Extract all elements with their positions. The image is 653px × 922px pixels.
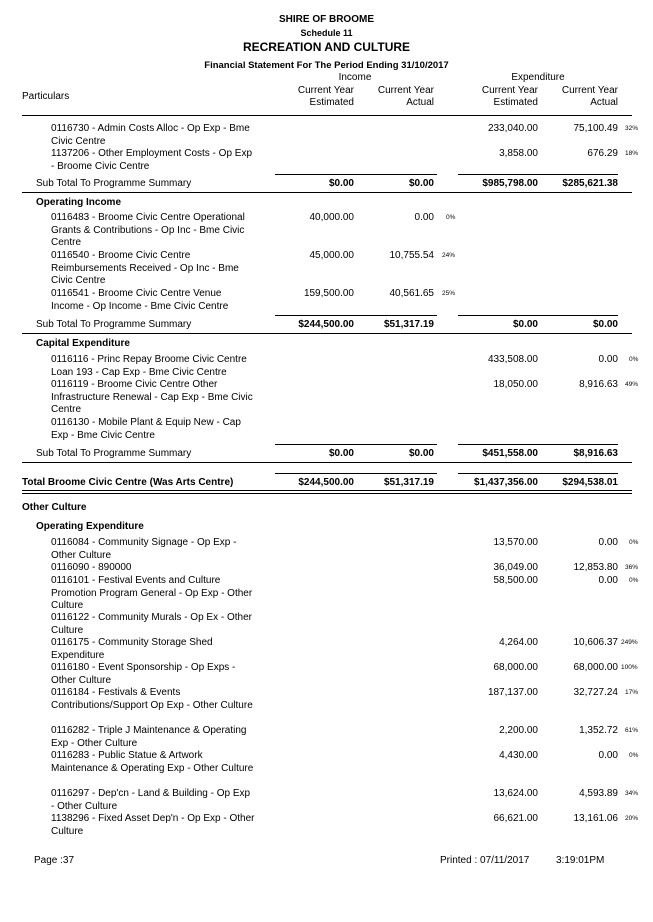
inc-est: 159,500.00 (303, 288, 354, 299)
exp-est: 18,050.00 (493, 379, 538, 390)
row-desc: 0116090 - 890000 (51, 562, 132, 573)
exp-act: $8,916.63 (573, 448, 618, 459)
subtotal-rule (275, 174, 437, 175)
row-desc: 0116101 - Festival Events and Culture Promotion Program General - Op Exp - Other Culture (51, 575, 253, 611)
exp-act-heading-2: Actual (590, 97, 618, 108)
exp-est: 433,508.00 (487, 354, 538, 365)
exp-act: 8,916.63 (579, 379, 618, 390)
exp-est: 68,000.00 (493, 662, 538, 673)
inc-est-heading-1: Current Year (297, 85, 354, 96)
section-heading: Capital Expenditure (36, 338, 130, 349)
row-desc: 0116119 - Broome Civic Centre Other Infrastructure Renewal - Cap Exp - Bme Civic Centre (51, 379, 253, 415)
section-title: Other Culture (22, 502, 87, 513)
exp-est: $1,437,356.00 (474, 477, 538, 488)
row-desc: 0116180 - Event Sponsorship - Op Exps - Other Culture (51, 662, 236, 686)
row-desc: 0116283 - Public Statue & Artwork Maintenance & Operating Exp - Other Culture (51, 750, 254, 774)
section-rule (22, 333, 632, 334)
exp-est: 13,570.00 (493, 537, 538, 548)
exp-est: 187,137.00 (487, 687, 538, 698)
exp-act: 0.00 (598, 575, 618, 586)
exp-est: 233,040.00 (487, 123, 538, 134)
exp-act: $294,538.01 (562, 477, 618, 488)
inc-pct: 25% (442, 290, 456, 297)
inc-est: $244,500.00 (298, 319, 354, 330)
row-desc: 0116175 - Community Storage Shed Expenditure (51, 637, 213, 661)
exp-est: $451,558.00 (482, 448, 538, 459)
inc-est: $0.00 (328, 448, 354, 459)
inc-est: $0.00 (328, 178, 354, 189)
total-double-rule (22, 490, 632, 494)
exp-est-heading-1: Current Year (481, 85, 538, 96)
exp-pct: 0% (629, 539, 639, 546)
section-rule (22, 462, 632, 463)
exp-act: 1,352.72 (579, 725, 618, 736)
inc-est-heading-2: Estimated (309, 97, 354, 108)
row-desc: 1137206 - Other Employment Costs - Op Exp - Broome Civic Centre (51, 148, 253, 172)
exp-pct: 61% (625, 727, 639, 734)
section-rule (22, 192, 632, 193)
page-title: RECREATION AND CULTURE (242, 40, 411, 54)
row-desc: 0116282 - Triple J Maintenance & Operating Exp - Other Culture (51, 725, 247, 749)
subtotal-rule (275, 315, 437, 316)
exp-est-heading-2: Estimated (493, 97, 538, 108)
row-desc: 0116116 - Princ Repay Broome Civic Centre Loan 193 - Cap Exp - Bme Civic Centre (51, 354, 247, 378)
row-desc: 0116184 - Festivals & Events Contributions/Support Op Exp - Other Culture (51, 687, 253, 711)
inc-est: 45,000.00 (309, 250, 354, 261)
exp-est: 66,621.00 (493, 813, 538, 824)
row-desc: Sub Total To Programme Summary (36, 448, 192, 459)
exp-act: 75,100.49 (573, 123, 618, 134)
inc-est: 40,000.00 (309, 212, 354, 223)
section-heading: Operating Expenditure (36, 521, 144, 532)
subtotal-rule (275, 444, 437, 445)
exp-est: 4,430.00 (499, 750, 538, 761)
schedule-label: Schedule 11 (300, 28, 353, 38)
total-rule (458, 473, 618, 474)
subtotal-rule (458, 174, 618, 175)
inc-est: $244,500.00 (298, 477, 354, 488)
subtotal-rule (458, 444, 618, 445)
printed-date: Printed : 07/11/2017 (440, 855, 530, 866)
exp-act-heading-1: Current Year (561, 85, 618, 96)
exp-act: $0.00 (592, 319, 618, 330)
exp-pct: 20% (625, 815, 639, 822)
row-desc: 0116730 - Admin Costs Alloc - Op Exp - Bme Civic Centre (51, 123, 250, 147)
exp-pct: 0% (629, 752, 639, 759)
exp-pct: 18% (625, 150, 639, 157)
inc-act: $0.00 (408, 178, 434, 189)
inc-act-heading-2: Actual (406, 97, 434, 108)
section-heading: Operating Income (36, 197, 122, 208)
exp-act: 0.00 (598, 750, 618, 761)
exp-est: $0.00 (512, 319, 538, 330)
inc-act-heading-1: Current Year (377, 85, 434, 96)
exp-est: 4,264.00 (499, 637, 538, 648)
particulars-heading: Particulars (22, 91, 70, 102)
exp-est: $985,798.00 (482, 178, 538, 189)
page-number: Page :37 (34, 855, 75, 866)
expenditure-heading: Expenditure (511, 72, 565, 83)
exp-act: 0.00 (598, 537, 618, 548)
row-desc: 0116084 - Community Signage - Op Exp - Other Culture (51, 537, 237, 561)
page-subtitle: Financial Statement For The Period Ending 31/10/2017 (204, 60, 449, 71)
row-desc: 0116541 - Broome Civic Centre Venue Income - Op Income - Bme Civic Centre (51, 288, 229, 312)
exp-act: 13,161.06 (573, 813, 618, 824)
exp-pct: 0% (629, 356, 639, 363)
exp-act: 676.29 (587, 148, 618, 159)
row-desc: 0116297 - Dep'cn - Land & Building - Op Exp - Other Culture (51, 788, 251, 812)
inc-act: $51,317.19 (383, 319, 434, 330)
income-heading: Income (338, 72, 372, 83)
exp-act: 68,000.00 (573, 662, 618, 673)
exp-pct: 36% (625, 564, 639, 571)
exp-pct: 100% (621, 664, 638, 671)
inc-pct: 24% (442, 252, 456, 259)
inc-act: 0.00 (414, 212, 434, 223)
exp-act: $285,621.38 (562, 178, 618, 189)
exp-est: 36,049.00 (493, 562, 538, 573)
inc-pct: 0% (446, 214, 456, 221)
exp-pct: 249% (621, 639, 638, 646)
exp-act: 10,606.37 (573, 637, 618, 648)
row-desc: Total Broome Civic Centre (Was Arts Centre) (22, 477, 234, 488)
exp-act: 12,853.80 (573, 562, 618, 573)
row-desc: Sub Total To Programme Summary (36, 319, 192, 330)
header-rule (22, 115, 632, 116)
exp-pct: 34% (625, 790, 639, 797)
inc-act: $51,317.19 (383, 477, 434, 488)
printed-time: 3:19:01PM (556, 855, 605, 866)
row-desc: 0116122 - Community Murals - Op Ex - Other Culture (51, 612, 252, 636)
exp-act: 4,593.89 (579, 788, 618, 799)
row-desc: 0116540 - Broome Civic Centre Reimbursements Received - Op Inc - Bme Civic Centre (51, 250, 239, 286)
exp-est: 2,200.00 (499, 725, 538, 736)
total-rule (275, 473, 437, 474)
exp-pct: 49% (625, 381, 639, 388)
subtotal-rule (458, 315, 618, 316)
org-name: SHIRE OF BROOME (278, 14, 374, 25)
row-desc: Sub Total To Programme Summary (36, 178, 192, 189)
row-desc: 1138296 - Fixed Asset Dep'n - Op Exp - Other Culture (51, 813, 255, 837)
exp-est: 3,858.00 (499, 148, 538, 159)
exp-pct: 17% (625, 689, 639, 696)
exp-est: 13,624.00 (493, 788, 538, 799)
exp-pct: 32% (625, 125, 639, 132)
inc-act: 10,755.54 (389, 250, 434, 261)
inc-act: 40,561.65 (389, 288, 434, 299)
exp-est: 58,500.00 (493, 575, 538, 586)
row-desc: 0116483 - Broome Civic Centre Operational Grants & Contributions - Op Inc - Bme Civic Centre (51, 212, 245, 248)
exp-pct: 0% (629, 577, 639, 584)
exp-act: 0.00 (598, 354, 618, 365)
inc-act: $0.00 (408, 448, 434, 459)
row-desc: 0116130 - Mobile Plant & Equip New - Cap Exp - Bme Civic Centre (51, 417, 241, 441)
exp-act: 32,727.24 (573, 687, 618, 698)
